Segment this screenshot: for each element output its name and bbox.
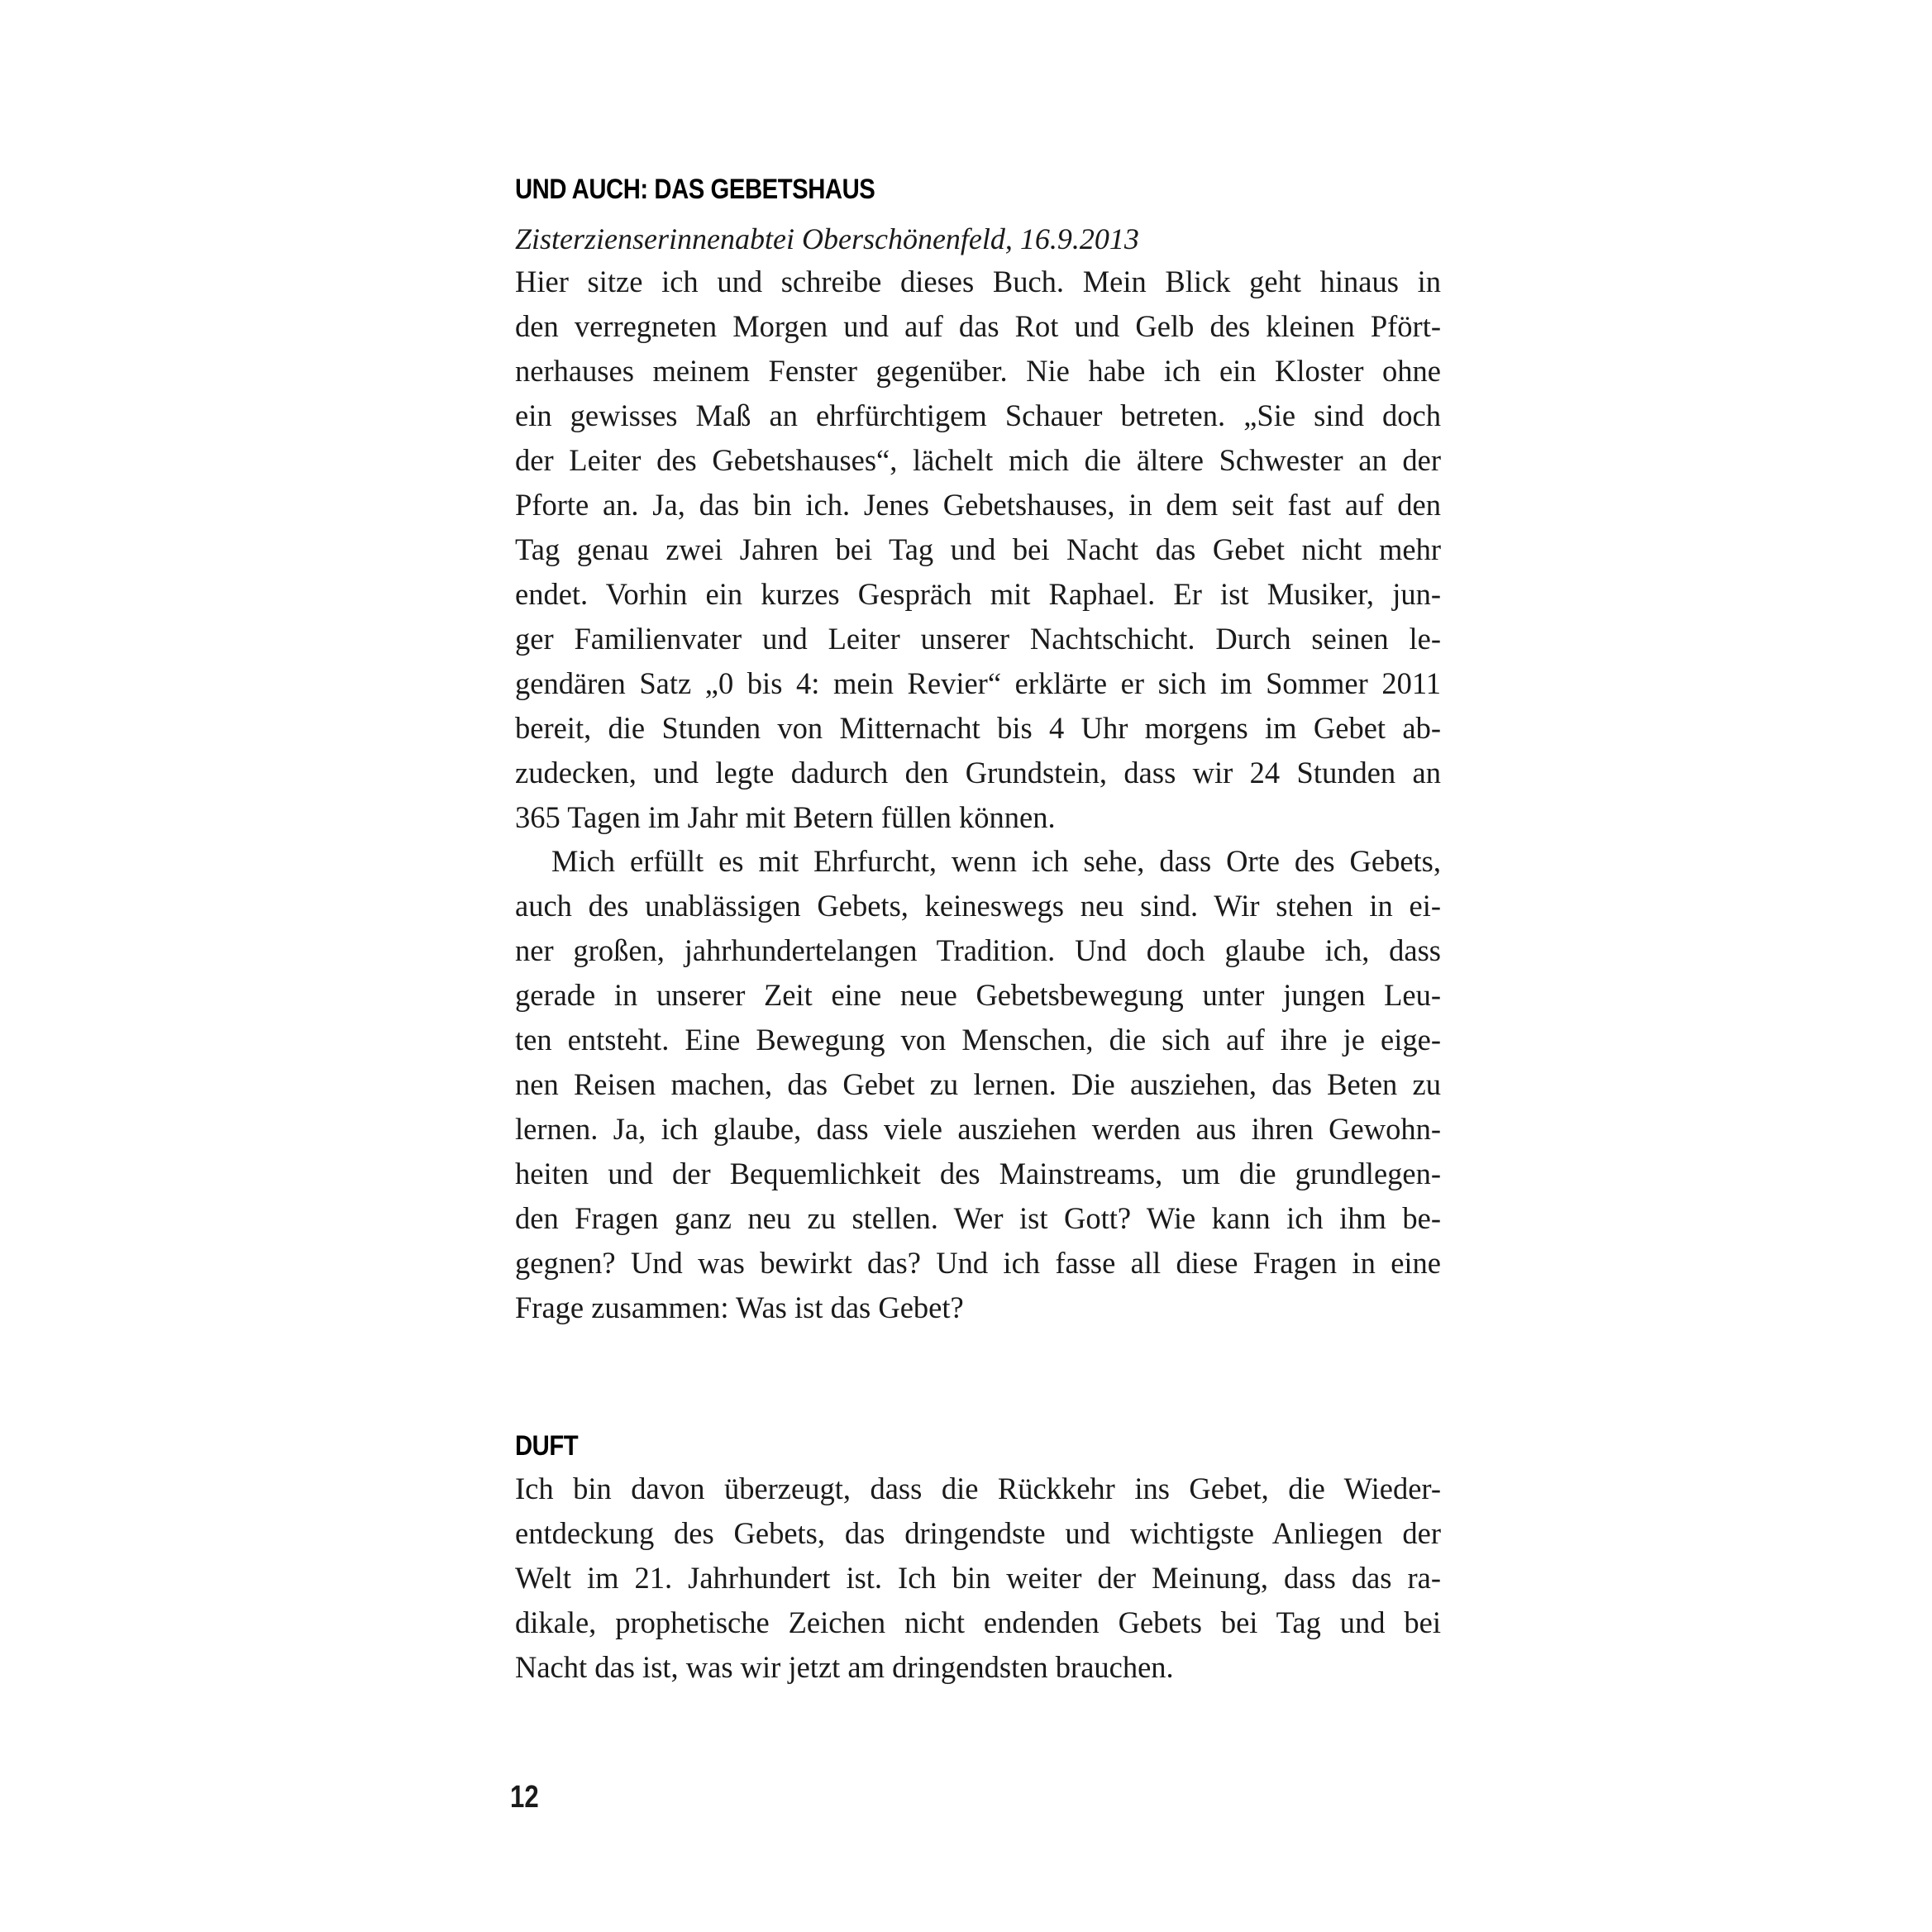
paragraph-2 (515, 839, 1441, 1330)
text-line: ner großen, jahrhundertelangen Tradition. Und doch glaube ich, dass (515, 933, 1441, 967)
section-heading-gebetshaus: UND AUCH: DAS GEBETSHAUS (515, 174, 875, 205)
text-line: Tag genau zwei Jahren bei Tag und bei Nacht das Gebet nicht mehr (515, 532, 1441, 566)
text-line: Hier sitze ich und schreibe dieses Buch. Mein Blick geht hinaus in (515, 265, 1441, 298)
text-line: gerade in unserer Zeit eine neue Gebetsbewegung unter jungen Leu- (515, 978, 1441, 1012)
section-heading-duft: DUFT (515, 1430, 579, 1462)
text-line: heiten und der Bequemlichkeit des Mainstreams, um die grundlegen- (515, 1157, 1441, 1190)
text-line: endet. Vorhin ein kurzes Gespräch mit Raphael. Er ist Musiker, jun- (515, 577, 1441, 611)
paragraph-3 (515, 1467, 1441, 1690)
page-number: 12 (510, 1780, 539, 1815)
text-line: den Fragen ganz neu zu stellen. Wer ist Gott? Wie kann ich ihm be- (515, 1201, 1441, 1235)
paragraph-1 (515, 260, 1441, 840)
text-line: dikale, prophetische Zeichen nicht endenden Gebets bei Tag und bei (515, 1605, 1441, 1639)
text-line: ger Familienvater und Leiter unserer Nachtschicht. Durch seinen le- (515, 622, 1441, 656)
text-line: lernen. Ja, ich glaube, dass viele ausziehen werden aus ihren Gewohn- (515, 1112, 1441, 1146)
text-line: auch des unablässigen Gebets, keineswegs neu sind. Wir stehen in ei- (515, 889, 1441, 923)
text-line: Mich erfüllt es mit Ehrfurcht, wenn ich sehe, dass Orte des Gebets, (551, 844, 1441, 878)
text-line: nerhauses meinem Fenster gegenüber. Nie habe ich ein Kloster ohne (515, 354, 1441, 388)
text-line: Welt im 21. Jahrhundert ist. Ich bin weiter der Meinung, dass das ra- (515, 1561, 1441, 1595)
text-line: gegnen? Und was bewirkt das? Und ich fasse all diese Fragen in eine (515, 1246, 1441, 1280)
text-line: Ich bin davon überzeugt, dass die Rückkehr ins Gebet, die Wieder- (515, 1472, 1441, 1505)
text-line: den verregneten Morgen und auf das Rot und Gelb des kleinen Pfört- (515, 309, 1441, 343)
text-line: Nacht das ist, was wir jetzt am dringendsten brauchen. (515, 1650, 1174, 1684)
text-line: Frage zusammen: Was ist das Gebet? (515, 1290, 964, 1324)
text-line: gendären Satz „0 bis 4: mein Revier“ erklärte er sich im Sommer 2011 (515, 666, 1441, 700)
text-line: 365 Tagen im Jahr mit Betern füllen können. (515, 800, 1056, 834)
text-line: bereit, die Stunden von Mitternacht bis 4 Uhr morgens im Gebet ab- (515, 711, 1441, 745)
text-line: entdeckung des Gebets, das dringendste und wichtigste Anliegen der (515, 1516, 1441, 1550)
location-date-line: Zisterzienserinnenabtei Oberschönenfeld, 16.9.2013 (515, 222, 1139, 255)
text-line: zudecken, und legte dadurch den Grundstein, dass wir 24 Stunden an (515, 756, 1441, 789)
text-line: ten entsteht. Eine Bewegung von Menschen, die sich auf ihre je eige- (515, 1023, 1441, 1057)
text-line: Pforte an. Ja, das bin ich. Jenes Gebetshauses, in dem seit fast auf den (515, 488, 1441, 522)
section-subheading-location-date (515, 217, 1441, 261)
text-line: nen Reisen machen, das Gebet zu lernen. Die ausziehen, das Beten zu (515, 1067, 1441, 1101)
text-line: ein gewisses Maß an ehrfürchtigem Schauer betreten. „Sie sind doch (515, 398, 1441, 432)
text-line: der Leiter des Gebetshauses“, lächelt mich die ältere Schwester an der (515, 443, 1441, 477)
